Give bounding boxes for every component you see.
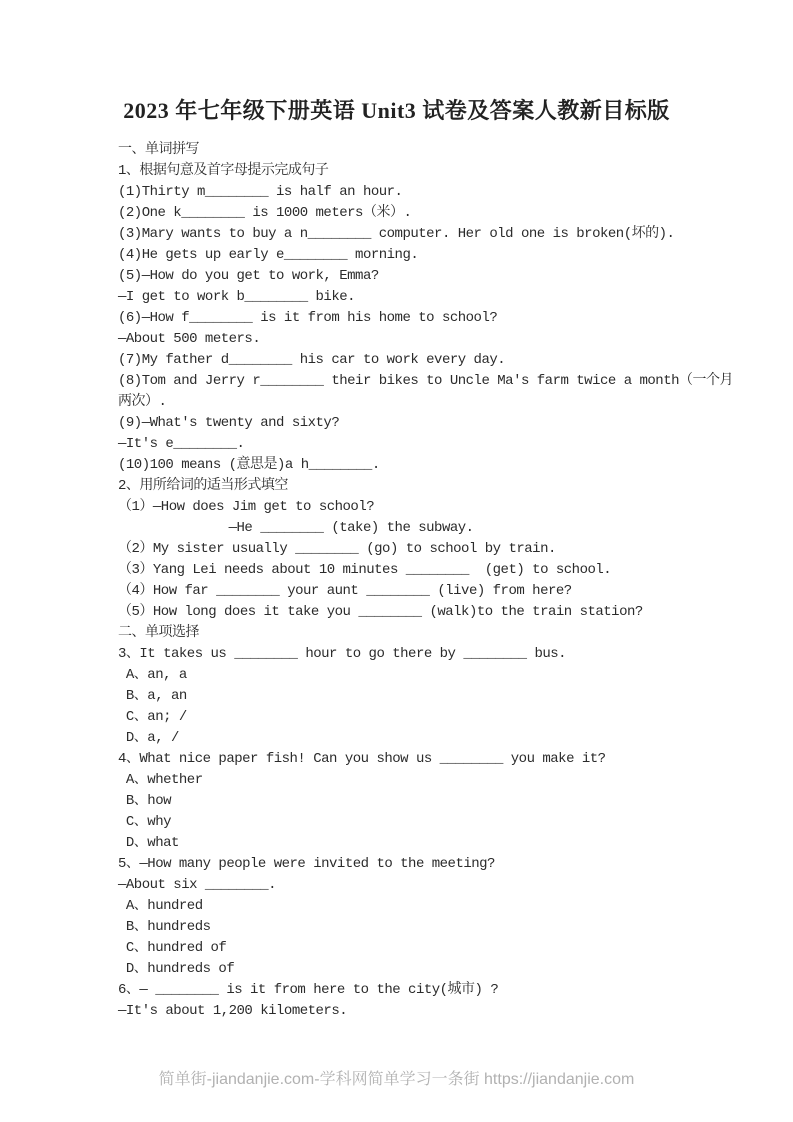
text-line: —About 500 meters.: [118, 331, 261, 347]
footer-watermark: 简单街-jiandanjie.com-学科网简单学习一条街 https://jiandanjie.com: [158, 1071, 635, 1088]
text-line: A、hundred: [118, 898, 203, 914]
text-line: 3、It takes us ________ hour to go there by ________ bus.: [118, 646, 567, 662]
text-line: (9)—What's twenty and sixty?: [118, 415, 340, 431]
text-line: —About six ________.: [118, 877, 277, 893]
text-line: (6)—How f________ is it from his home to school?: [118, 310, 498, 326]
text-line: 两次）.: [118, 394, 167, 410]
text-line: 二、单项选择: [118, 625, 199, 641]
text-line: D、what: [118, 835, 179, 851]
text-line: 5、—How many people were invited to the meeting?: [118, 856, 495, 872]
text-line: (2)One k________ is 1000 meters（米）.: [118, 205, 412, 221]
text-line: （1）—How does Jim get to school?: [118, 499, 375, 515]
text-line: B、how: [118, 793, 172, 809]
text-line: —It's e________.: [118, 436, 245, 452]
document-title: 2023 年七年级下册英语 Unit3 试卷及答案人教新目标版: [123, 98, 670, 123]
text-line: A、whether: [118, 772, 203, 788]
text-line: (4)He gets up early e________ morning.: [118, 247, 419, 263]
text-line: 一、单词拼写: [118, 142, 199, 158]
text-line: 6、— ________ is it from here to the city(城市) ?: [118, 982, 499, 998]
text-line: B、a, an: [118, 688, 187, 704]
text-line: D、hundreds of: [118, 961, 235, 977]
text-line: (1)Thirty m________ is half an hour.: [118, 184, 403, 200]
text-line: (5)—How do you get to work, Emma?: [118, 268, 379, 284]
text-line: (8)Tom and Jerry r________ their bikes to Uncle Ma's farm twice a month（一个月: [118, 373, 733, 389]
text-line: （2）My sister usually ________ (go) to school by train.: [118, 541, 556, 557]
text-line: C、an; /: [118, 709, 187, 725]
text-line: (7)My father d________ his car to work every day.: [118, 352, 506, 368]
text-line: (10)100 means (意思是)a h________.: [118, 457, 380, 473]
text-line: （3）Yang Lei needs about 10 minutes ________ (get) to school.: [118, 562, 612, 578]
text-line: B、hundreds: [118, 919, 211, 935]
text-line: —I get to work b________ bike.: [118, 289, 356, 305]
text-line: A、an, a: [118, 667, 187, 683]
text-line: 2、用所给词的适当形式填空: [118, 478, 288, 494]
text-line: —It's about 1,200 kilometers.: [118, 1003, 348, 1019]
text-line: (3)Mary wants to buy a n________ computer. Her old one is broken(坏的).: [118, 226, 675, 242]
text-line: （5）How long does it take you ________ (walk)to the train station?: [118, 604, 643, 620]
text-line: D、a, /: [118, 730, 179, 746]
text-line: （4）How far ________ your aunt ________ (live) from here?: [118, 583, 572, 599]
text-line: 1、根据句意及首字母提示完成句子: [118, 163, 329, 179]
document-body: [118, 140, 753, 1022]
text-line: C、hundred of: [118, 940, 227, 956]
text-line: 4、What nice paper fish! Can you show us ________ you make it?: [118, 751, 606, 767]
text-line: C、why: [118, 814, 172, 830]
text-line: —He ________ (take) the subway.: [118, 520, 474, 536]
